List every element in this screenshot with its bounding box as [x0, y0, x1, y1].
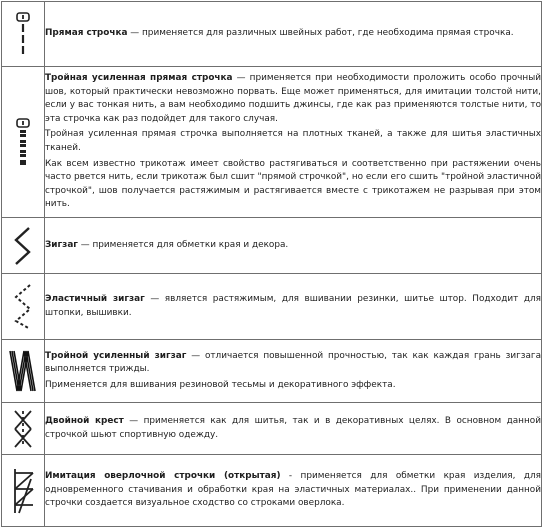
stitch-description: — отличается повышенной прочностью, так как каждая грань зигзага выполняется трижды.	[45, 350, 542, 375]
description-cell	[45, 2, 542, 67]
stitch-term: Прямая строчка	[45, 28, 128, 39]
stitch-note: Применяется для вшивания резиновой тесьмы и декоративного эффекта.	[45, 379, 396, 390]
icon-cell	[2, 403, 45, 455]
icon-cell	[2, 340, 45, 403]
icon-cell	[2, 455, 45, 527]
description-cell	[45, 455, 542, 527]
description-cell	[45, 403, 542, 455]
icon-cell	[2, 2, 45, 67]
stitch-term: Двойной крест	[45, 415, 124, 426]
table-row	[2, 2, 542, 67]
description-cell	[45, 340, 542, 403]
stitch-description: — применяется для обметки края и декора.	[77, 239, 289, 250]
stitch-description: — применяется при необходимости проложить особо прочный шов, который практически невозможно порвать. Еще может применяться, для имитации толстой нити, если у вас тонкая нить, а вам необходимо подшить джинсы, где как раз применяются толстые нити, то эта строчка как раз подойдет для такого случая.	[45, 73, 541, 124]
stitch-term: Зигзаг	[45, 239, 78, 250]
stitch-note: Тройная усиленная прямая строчка выполняется на плотных тканей, а также для шитья эластичных тканей.	[45, 129, 541, 153]
stitch-description: — применяется как для шитья, так и в декоративных целях. В основном данной строчкой шьют спортивную одежду.	[45, 415, 541, 440]
table-row	[2, 340, 542, 403]
elastic-zigzag-stitch-icon	[2, 283, 44, 331]
triple-straight-stitch-icon	[2, 118, 44, 166]
stitch-term: Эластичный зигзаг	[45, 293, 145, 304]
description-cell	[45, 218, 542, 274]
description-cell	[45, 274, 542, 340]
double-cross-stitch-icon	[2, 409, 44, 449]
stitch-description: - применяется для обметки края изделия, для одновременного стачивания и обработки края на эластичных материалах.. При применении данной строчки создается визуальное сходство со строками оверлока.	[45, 471, 541, 509]
stitch-term: Тройная усиленная прямая строчка	[45, 73, 233, 84]
stitch-note: Как всем известно трикотаж имеет свойство растягиваться и соответственно при растяжении очень часто рвется нить, если трикотаж был сшит "прямой строчкой", но если его сшить "тройной эластичной строчкой", шов получается растяжимым и растягивается вместе с трикотажем не разрывая при этом нить.	[45, 158, 541, 210]
stitch-table	[1, 1, 542, 527]
table-row	[2, 455, 542, 527]
overlock-imitation-stitch-icon	[2, 467, 44, 515]
stitch-term: Тройной усиленный зигзаг	[45, 350, 187, 361]
table-row	[2, 218, 542, 274]
zigzag-stitch-icon	[2, 226, 44, 266]
description-cell	[45, 67, 542, 218]
table-row	[2, 67, 542, 218]
stitch-description: — является растяжимым, для вшивании резинки, шитье штор. Подходит для штопки, вышивки.	[45, 293, 541, 318]
stitch-description: — применяется для различных швейных работ, где необходима прямая строчка.	[127, 28, 514, 39]
icon-cell	[2, 274, 45, 340]
table-row	[2, 403, 542, 455]
triple-zigzag-stitch-icon	[2, 349, 44, 393]
icon-cell	[2, 67, 45, 218]
straight-stitch-icon	[2, 12, 44, 56]
icon-cell	[2, 218, 45, 274]
stitch-term: Имитация оверлочной строчки (открытая)	[45, 471, 281, 482]
table-row	[2, 274, 542, 340]
